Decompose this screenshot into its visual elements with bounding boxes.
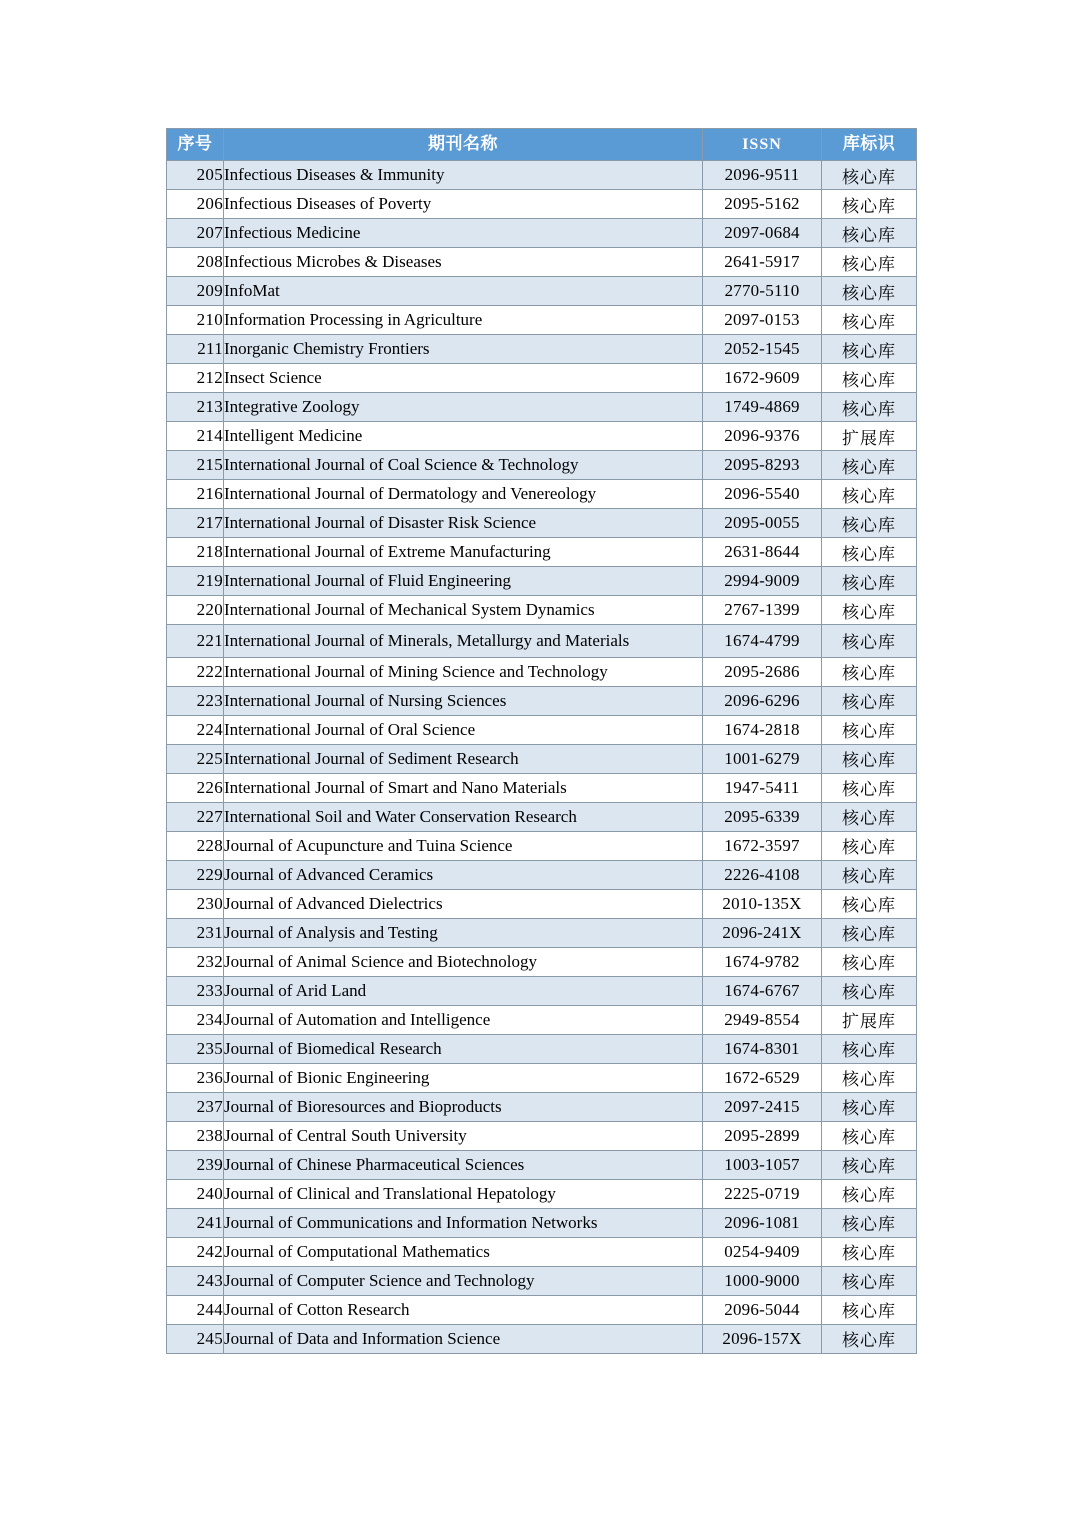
cell-journal-name: International Journal of Minerals, Metallurgy and Materials <box>224 625 703 658</box>
cell-issn: 1674-4799 <box>703 625 822 658</box>
cell-database-flag: 核心库 <box>822 1179 917 1208</box>
table-row <box>167 686 917 715</box>
table-row <box>167 248 917 277</box>
cell-sequence: 228 <box>167 831 224 860</box>
cell-database-flag: 核心库 <box>822 190 917 219</box>
cell-database-flag: 核心库 <box>822 1237 917 1266</box>
cell-sequence: 235 <box>167 1034 224 1063</box>
cell-issn: 1674-9782 <box>703 947 822 976</box>
cell-issn: 1674-6767 <box>703 976 822 1005</box>
cell-journal-name: Journal of Animal Science and Biotechnology <box>224 947 703 976</box>
cell-sequence: 207 <box>167 219 224 248</box>
cell-database-flag: 扩展库 <box>822 422 917 451</box>
cell-issn: 2096-157X <box>703 1324 822 1353</box>
cell-database-flag: 核心库 <box>822 889 917 918</box>
table-row <box>167 625 917 658</box>
column-header-database-flag: 库标识 <box>822 129 917 161</box>
cell-journal-name: Journal of Computational Mathematics <box>224 1237 703 1266</box>
cell-database-flag: 核心库 <box>822 947 917 976</box>
cell-sequence: 242 <box>167 1237 224 1266</box>
table-row <box>167 1179 917 1208</box>
cell-journal-name: Infectious Microbes & Diseases <box>224 248 703 277</box>
table-row <box>167 480 917 509</box>
table-row <box>167 860 917 889</box>
table-row <box>167 219 917 248</box>
cell-database-flag: 核心库 <box>822 1092 917 1121</box>
table-row <box>167 1237 917 1266</box>
cell-journal-name: Journal of Clinical and Translational Hepatology <box>224 1179 703 1208</box>
cell-sequence: 220 <box>167 596 224 625</box>
cell-sequence: 209 <box>167 277 224 306</box>
table-row <box>167 1005 917 1034</box>
cell-journal-name: Infectious Diseases of Poverty <box>224 190 703 219</box>
cell-issn: 0254-9409 <box>703 1237 822 1266</box>
table-row <box>167 715 917 744</box>
cell-issn: 2641-5917 <box>703 248 822 277</box>
cell-database-flag: 核心库 <box>822 277 917 306</box>
cell-journal-name: International Journal of Smart and Nano Materials <box>224 773 703 802</box>
table-row <box>167 831 917 860</box>
table-row <box>167 190 917 219</box>
column-header-journal-name: 期刊名称 <box>224 129 703 161</box>
table-row <box>167 393 917 422</box>
cell-journal-name: Journal of Bionic Engineering <box>224 1063 703 1092</box>
cell-journal-name: International Journal of Oral Science <box>224 715 703 744</box>
table-row <box>167 364 917 393</box>
table-row <box>167 1034 917 1063</box>
cell-sequence: 243 <box>167 1266 224 1295</box>
cell-issn: 1947-5411 <box>703 773 822 802</box>
table-row <box>167 1121 917 1150</box>
cell-journal-name: Infectious Diseases & Immunity <box>224 161 703 190</box>
cell-journal-name: Journal of Acupuncture and Tuina Science <box>224 831 703 860</box>
table-row <box>167 976 917 1005</box>
cell-sequence: 226 <box>167 773 224 802</box>
cell-database-flag: 扩展库 <box>822 1005 917 1034</box>
table-row <box>167 918 917 947</box>
cell-database-flag: 核心库 <box>822 509 917 538</box>
cell-issn: 2226-4108 <box>703 860 822 889</box>
table-row <box>167 889 917 918</box>
cell-journal-name: Journal of Cotton Research <box>224 1295 703 1324</box>
cell-database-flag: 核心库 <box>822 625 917 658</box>
cell-journal-name: Information Processing in Agriculture <box>224 306 703 335</box>
column-header-sequence: 序号 <box>167 129 224 161</box>
cell-sequence: 231 <box>167 918 224 947</box>
cell-issn: 1672-9609 <box>703 364 822 393</box>
cell-database-flag: 核心库 <box>822 219 917 248</box>
cell-sequence: 218 <box>167 538 224 567</box>
cell-issn: 2994-9009 <box>703 567 822 596</box>
cell-journal-name: Journal of Biomedical Research <box>224 1034 703 1063</box>
cell-database-flag: 核心库 <box>822 567 917 596</box>
cell-journal-name: International Journal of Dermatology and Venereology <box>224 480 703 509</box>
cell-sequence: 227 <box>167 802 224 831</box>
cell-journal-name: International Journal of Mining Science and Technology <box>224 657 703 686</box>
cell-issn: 2096-9376 <box>703 422 822 451</box>
cell-issn: 1749-4869 <box>703 393 822 422</box>
cell-sequence: 245 <box>167 1324 224 1353</box>
cell-database-flag: 核心库 <box>822 657 917 686</box>
cell-journal-name: Inorganic Chemistry Frontiers <box>224 335 703 364</box>
cell-database-flag: 核心库 <box>822 335 917 364</box>
cell-sequence: 214 <box>167 422 224 451</box>
cell-sequence: 232 <box>167 947 224 976</box>
cell-sequence: 216 <box>167 480 224 509</box>
cell-issn: 1672-3597 <box>703 831 822 860</box>
cell-database-flag: 核心库 <box>822 976 917 1005</box>
cell-database-flag: 核心库 <box>822 802 917 831</box>
table-row <box>167 1092 917 1121</box>
cell-sequence: 219 <box>167 567 224 596</box>
cell-database-flag: 核心库 <box>822 451 917 480</box>
cell-issn: 1674-8301 <box>703 1034 822 1063</box>
cell-journal-name: International Soil and Water Conservation Research <box>224 802 703 831</box>
cell-database-flag: 核心库 <box>822 1034 917 1063</box>
cell-journal-name: Journal of Data and Information Science <box>224 1324 703 1353</box>
table-row <box>167 335 917 364</box>
cell-issn: 1000-9000 <box>703 1266 822 1295</box>
cell-issn: 2096-1081 <box>703 1208 822 1237</box>
table-row <box>167 596 917 625</box>
cell-database-flag: 核心库 <box>822 773 917 802</box>
table-row <box>167 1208 917 1237</box>
table-row <box>167 306 917 335</box>
cell-journal-name: Integrative Zoology <box>224 393 703 422</box>
cell-sequence: 236 <box>167 1063 224 1092</box>
cell-sequence: 225 <box>167 744 224 773</box>
cell-journal-name: Journal of Bioresources and Bioproducts <box>224 1092 703 1121</box>
table-row <box>167 509 917 538</box>
cell-issn: 2225-0719 <box>703 1179 822 1208</box>
cell-journal-name: Journal of Advanced Ceramics <box>224 860 703 889</box>
table-row <box>167 744 917 773</box>
table-body <box>167 161 917 1354</box>
cell-journal-name: Insect Science <box>224 364 703 393</box>
cell-sequence: 221 <box>167 625 224 658</box>
cell-sequence: 224 <box>167 715 224 744</box>
cell-database-flag: 核心库 <box>822 393 917 422</box>
table-row <box>167 1266 917 1295</box>
cell-sequence: 237 <box>167 1092 224 1121</box>
table-row <box>167 538 917 567</box>
cell-sequence: 240 <box>167 1179 224 1208</box>
journal-list-table-container <box>166 128 916 1354</box>
cell-journal-name: International Journal of Extreme Manufacturing <box>224 538 703 567</box>
cell-sequence: 233 <box>167 976 224 1005</box>
cell-issn: 1672-6529 <box>703 1063 822 1092</box>
cell-sequence: 241 <box>167 1208 224 1237</box>
cell-issn: 2096-9511 <box>703 161 822 190</box>
table-row <box>167 422 917 451</box>
cell-journal-name: International Journal of Nursing Sciences <box>224 686 703 715</box>
cell-database-flag: 核心库 <box>822 480 917 509</box>
table-row <box>167 1150 917 1179</box>
cell-journal-name: Journal of Arid Land <box>224 976 703 1005</box>
cell-issn: 2095-6339 <box>703 802 822 831</box>
cell-database-flag: 核心库 <box>822 596 917 625</box>
cell-journal-name: InfoMat <box>224 277 703 306</box>
cell-issn: 1674-2818 <box>703 715 822 744</box>
cell-issn: 2095-0055 <box>703 509 822 538</box>
cell-sequence: 210 <box>167 306 224 335</box>
cell-sequence: 239 <box>167 1150 224 1179</box>
cell-issn: 2767-1399 <box>703 596 822 625</box>
cell-sequence: 244 <box>167 1295 224 1324</box>
table-header-row <box>167 129 917 161</box>
cell-journal-name: Journal of Analysis and Testing <box>224 918 703 947</box>
table-header <box>167 129 917 161</box>
cell-sequence: 215 <box>167 451 224 480</box>
cell-issn: 2096-6296 <box>703 686 822 715</box>
table-row <box>167 161 917 190</box>
cell-database-flag: 核心库 <box>822 918 917 947</box>
cell-database-flag: 核心库 <box>822 538 917 567</box>
cell-issn: 2097-2415 <box>703 1092 822 1121</box>
cell-database-flag: 核心库 <box>822 248 917 277</box>
table-row <box>167 277 917 306</box>
cell-database-flag: 核心库 <box>822 161 917 190</box>
cell-database-flag: 核心库 <box>822 364 917 393</box>
cell-journal-name: Journal of Advanced Dielectrics <box>224 889 703 918</box>
column-header-issn: ISSN <box>703 129 822 161</box>
cell-issn: 2097-0684 <box>703 219 822 248</box>
journal-list-table <box>166 128 917 1354</box>
cell-database-flag: 核心库 <box>822 1121 917 1150</box>
cell-journal-name: Journal of Chinese Pharmaceutical Sciences <box>224 1150 703 1179</box>
cell-issn: 2096-5540 <box>703 480 822 509</box>
cell-sequence: 223 <box>167 686 224 715</box>
cell-database-flag: 核心库 <box>822 1295 917 1324</box>
cell-journal-name: International Journal of Coal Science & Technology <box>224 451 703 480</box>
cell-journal-name: International Journal of Disaster Risk Science <box>224 509 703 538</box>
cell-sequence: 229 <box>167 860 224 889</box>
cell-issn: 2095-8293 <box>703 451 822 480</box>
cell-journal-name: International Journal of Fluid Engineering <box>224 567 703 596</box>
cell-sequence: 213 <box>167 393 224 422</box>
table-row <box>167 1295 917 1324</box>
cell-issn: 2010-135X <box>703 889 822 918</box>
cell-issn: 1003-1057 <box>703 1150 822 1179</box>
cell-sequence: 230 <box>167 889 224 918</box>
table-row <box>167 1063 917 1092</box>
cell-journal-name: Journal of Computer Science and Technology <box>224 1266 703 1295</box>
table-row <box>167 567 917 596</box>
cell-issn: 2631-8644 <box>703 538 822 567</box>
table-row <box>167 947 917 976</box>
cell-issn: 2770-5110 <box>703 277 822 306</box>
cell-sequence: 212 <box>167 364 224 393</box>
cell-sequence: 217 <box>167 509 224 538</box>
cell-database-flag: 核心库 <box>822 1063 917 1092</box>
cell-database-flag: 核心库 <box>822 1208 917 1237</box>
cell-database-flag: 核心库 <box>822 744 917 773</box>
cell-issn: 1001-6279 <box>703 744 822 773</box>
cell-issn: 2096-5044 <box>703 1295 822 1324</box>
cell-database-flag: 核心库 <box>822 831 917 860</box>
cell-database-flag: 核心库 <box>822 715 917 744</box>
cell-journal-name: Intelligent Medicine <box>224 422 703 451</box>
cell-database-flag: 核心库 <box>822 1324 917 1353</box>
cell-issn: 2097-0153 <box>703 306 822 335</box>
cell-database-flag: 核心库 <box>822 1266 917 1295</box>
cell-database-flag: 核心库 <box>822 1150 917 1179</box>
cell-database-flag: 核心库 <box>822 860 917 889</box>
table-row <box>167 657 917 686</box>
cell-journal-name: International Journal of Mechanical System Dynamics <box>224 596 703 625</box>
cell-issn: 2095-5162 <box>703 190 822 219</box>
cell-journal-name: Journal of Automation and Intelligence <box>224 1005 703 1034</box>
cell-issn: 2949-8554 <box>703 1005 822 1034</box>
table-row <box>167 1324 917 1353</box>
cell-sequence: 211 <box>167 335 224 364</box>
cell-sequence: 205 <box>167 161 224 190</box>
cell-issn: 2052-1545 <box>703 335 822 364</box>
cell-issn: 2096-241X <box>703 918 822 947</box>
cell-journal-name: Infectious Medicine <box>224 219 703 248</box>
cell-database-flag: 核心库 <box>822 306 917 335</box>
table-row <box>167 773 917 802</box>
table-row <box>167 802 917 831</box>
cell-journal-name: Journal of Communications and Information Networks <box>224 1208 703 1237</box>
cell-journal-name: International Journal of Sediment Research <box>224 744 703 773</box>
cell-sequence: 238 <box>167 1121 224 1150</box>
cell-database-flag: 核心库 <box>822 686 917 715</box>
cell-sequence: 222 <box>167 657 224 686</box>
cell-sequence: 208 <box>167 248 224 277</box>
cell-sequence: 206 <box>167 190 224 219</box>
cell-issn: 2095-2686 <box>703 657 822 686</box>
cell-journal-name: Journal of Central South University <box>224 1121 703 1150</box>
cell-issn: 2095-2899 <box>703 1121 822 1150</box>
cell-sequence: 234 <box>167 1005 224 1034</box>
table-row <box>167 451 917 480</box>
